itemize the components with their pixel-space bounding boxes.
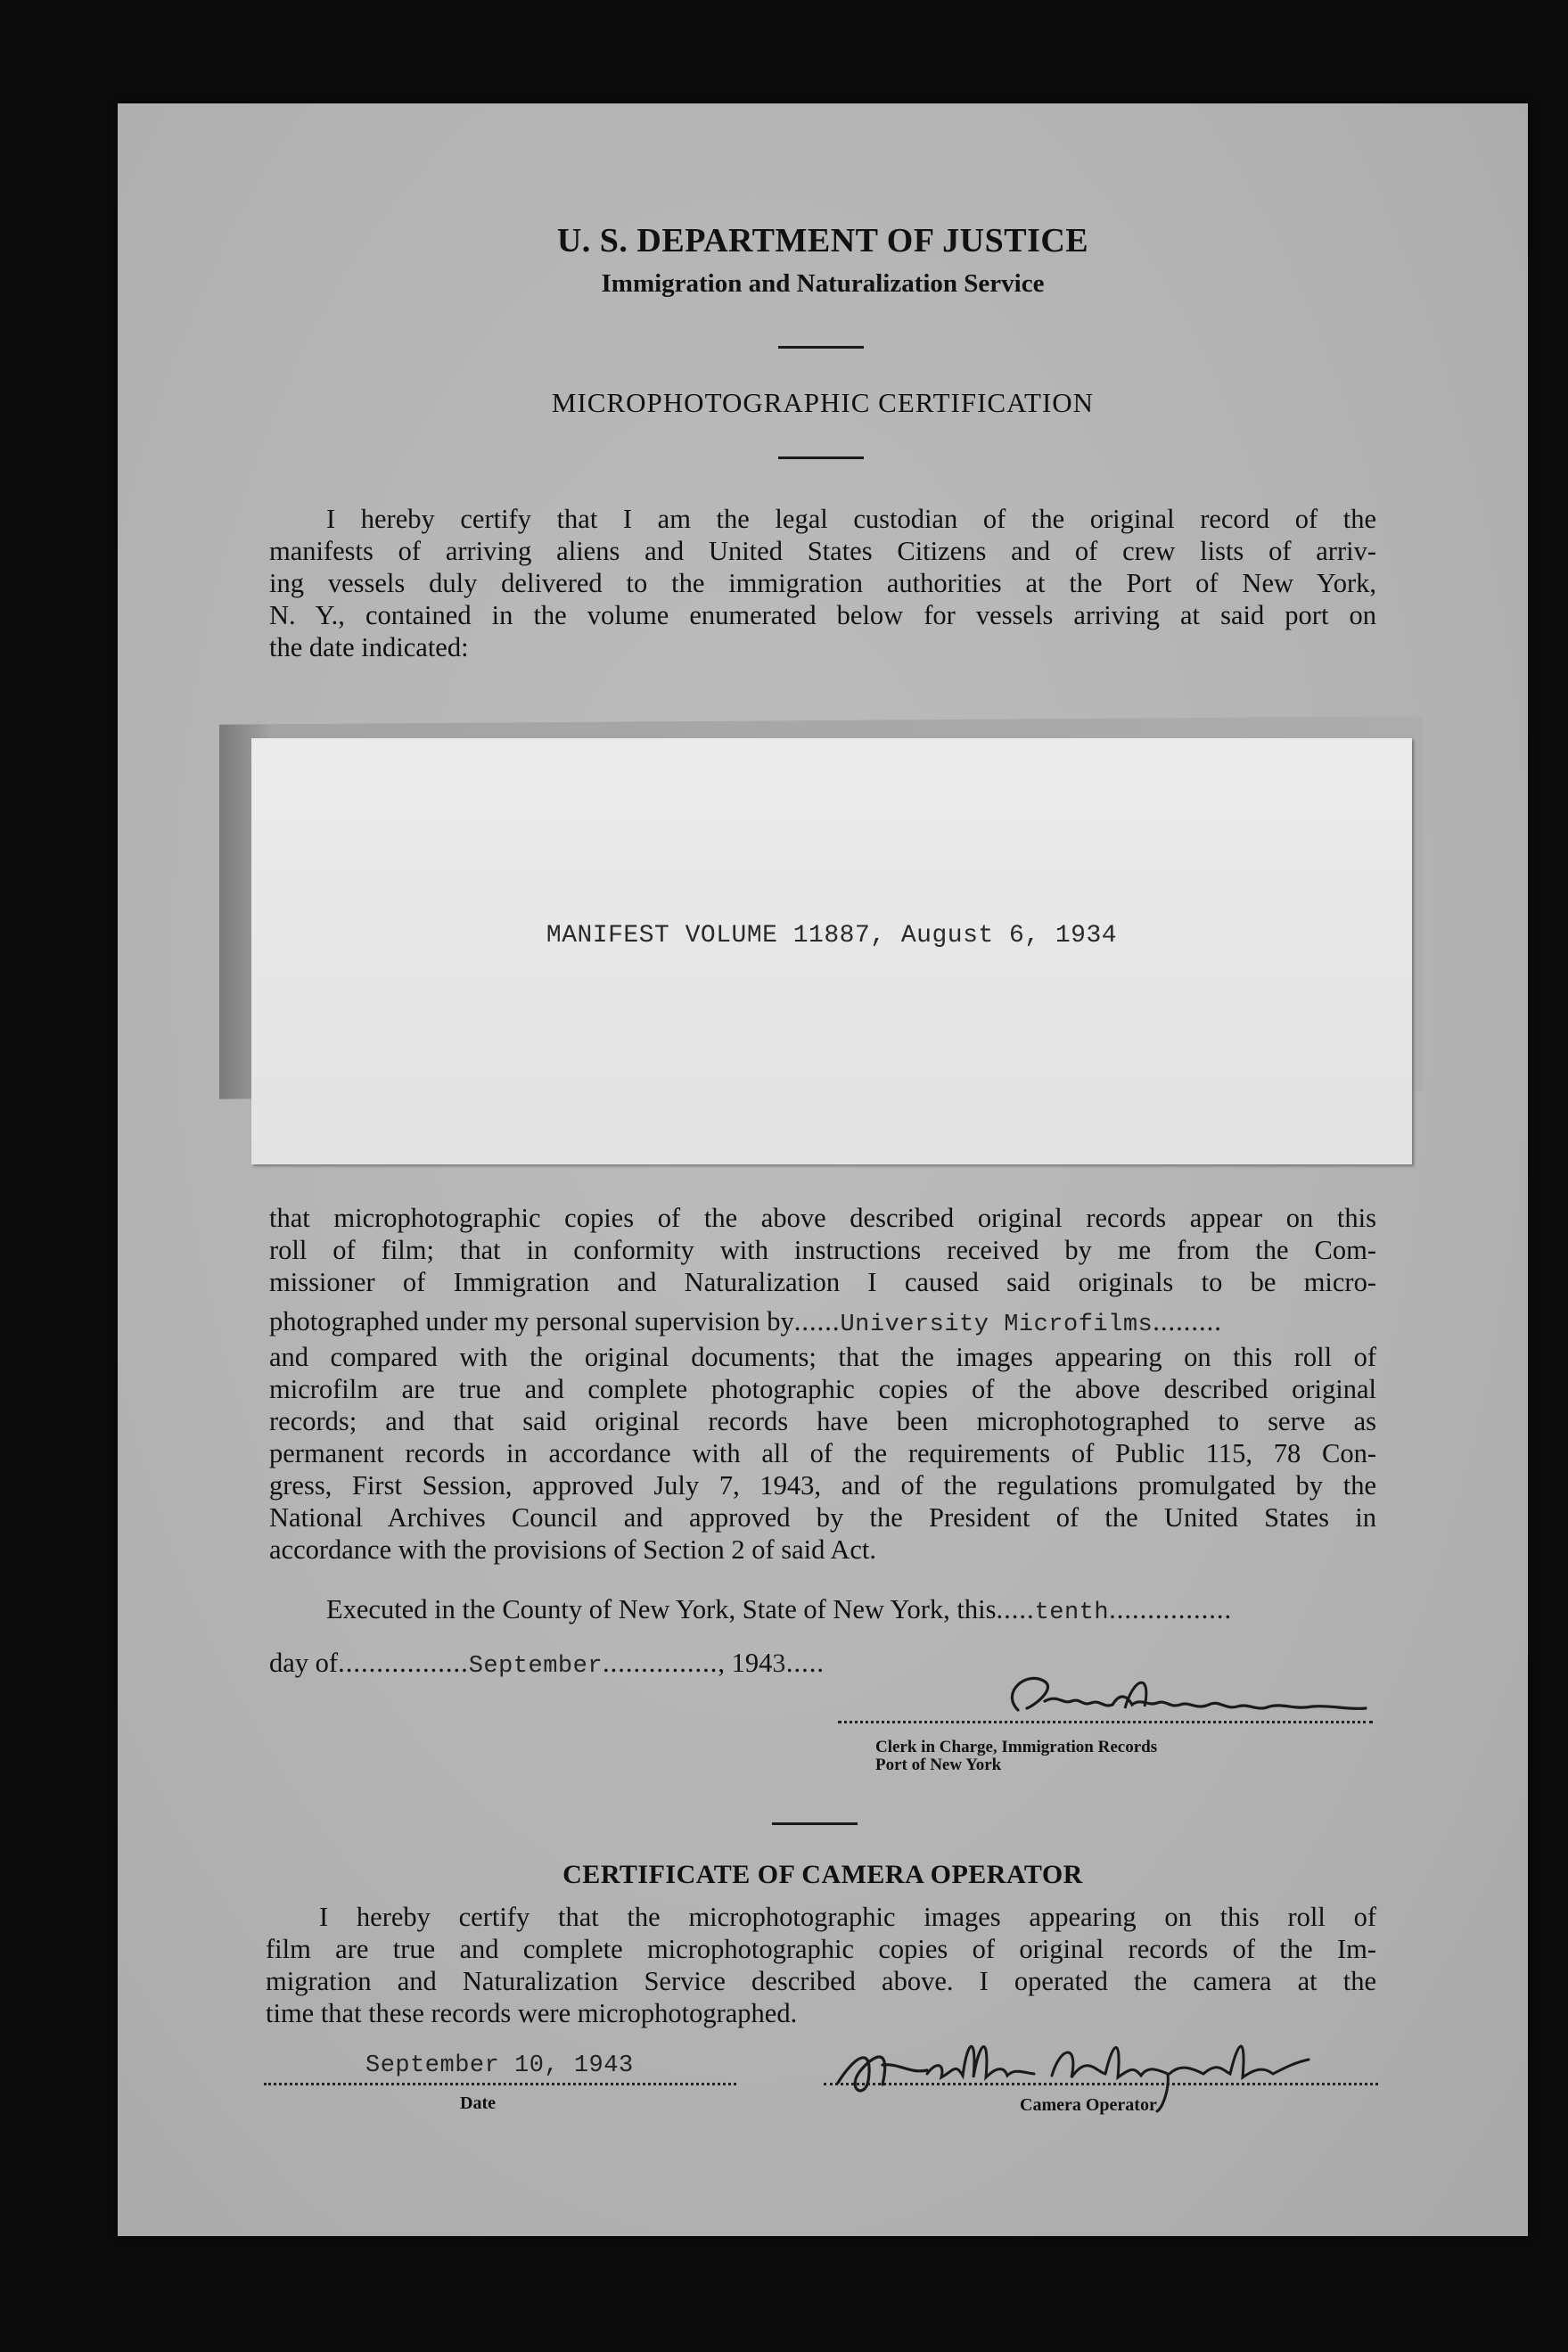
- camera-operator-label: Camera Operator: [1020, 2095, 1157, 2115]
- body-line: microfilm are true and complete photographic copies of the above described original: [269, 1374, 1376, 1404]
- supervision-value: University Microfilms: [840, 1312, 1153, 1338]
- intro-line: manifests of arriving aliens and United States Citizens and of crew lists of arriv-: [269, 536, 1376, 566]
- camera-line: film are true and complete microphotographic copies of original records of the Im-: [266, 1934, 1376, 1964]
- clerk-title-line: Port of New York: [875, 1756, 1002, 1774]
- intro-line: ing vessels duly delivered to the immigration authorities at the Port of New York,: [269, 568, 1376, 598]
- dotted-leader: ...............: [603, 1648, 718, 1678]
- camera-line: I hereby certify that the microphotographic images appearing on this roll of: [319, 1902, 1376, 1932]
- date-label: Date: [460, 2093, 496, 2113]
- certification-title: MICROPHOTOGRAPHIC CERTIFICATION: [551, 387, 1095, 418]
- day-of-label: day of: [269, 1648, 339, 1678]
- dotted-leader: .........: [1153, 1306, 1222, 1336]
- divider-bottom: [778, 456, 864, 459]
- dotted-leader: .................: [338, 1648, 469, 1678]
- intro-paragraph: [269, 503, 1376, 663]
- certificate-sheet: [118, 103, 1528, 2236]
- dotted-leader: .....: [996, 1594, 1035, 1624]
- executed-month: September: [468, 1653, 603, 1680]
- service-subheading: Immigration and Naturalization Service: [601, 269, 1045, 298]
- department-heading: U. S. DEPARTMENT OF JUSTICE: [556, 222, 1089, 259]
- certification-body: [269, 1202, 1376, 1566]
- camera-operator-heading: CERTIFICATE OF CAMERA OPERATOR: [562, 1860, 1083, 1889]
- body-line: and compared with the original documents; that the images appearing on this roll of: [269, 1342, 1376, 1372]
- day-of-line: [269, 1648, 825, 1680]
- intro-line: the date indicated:: [269, 632, 469, 662]
- divider-top: [778, 346, 864, 349]
- camera-date-value: September 10, 1943: [365, 2052, 634, 2079]
- year-prefix: , 194: [718, 1648, 773, 1678]
- body-line: gress, First Session, approved July 7, 1943, and of the regulations promulgated by the: [269, 1470, 1376, 1501]
- body-line: permanent records in accordance with all of the requirements of Public 115, 78 Con-: [269, 1438, 1376, 1468]
- dotted-leader: .....: [785, 1648, 825, 1678]
- body-line: records; and that said original records have been microphotographed to serve as: [269, 1406, 1376, 1436]
- supervision-prefix: photographed under my personal supervision by: [269, 1306, 794, 1336]
- executed-prefix: Executed in the County of New York, State of New York, this: [326, 1594, 997, 1624]
- camera-line: time that these records were microphotographed.: [266, 1998, 798, 2028]
- intro-line: I hereby certify that I am the legal custodian of the original record of the: [326, 504, 1376, 534]
- manifest-volume-text: MANIFEST VOLUME 11887, August 6, 1934: [546, 922, 1118, 950]
- dotted-leader: ................: [1109, 1594, 1233, 1624]
- body-line: roll of film; that in conformity with instructions received by me from the Com-: [269, 1235, 1376, 1265]
- supervision-line: [269, 1305, 1376, 1341]
- dotted-leader: ......: [793, 1306, 841, 1336]
- camera-line: migration and Naturalization Service described above. I operated the camera at the: [266, 1966, 1376, 1996]
- clerk-signature: [991, 1665, 1375, 1737]
- camera-operator-paragraph: [266, 1901, 1376, 2029]
- body-line: missioner of Immigration and Naturalization I caused said originals to be micro-: [269, 1267, 1376, 1297]
- executed-day: tenth: [1034, 1600, 1110, 1626]
- clerk-title-line: Clerk in Charge, Immigration Records: [875, 1738, 1158, 1756]
- year-digit: 3: [772, 1649, 786, 1678]
- body-line: that microphotographic copies of the above described original records appear on this: [269, 1203, 1376, 1233]
- executed-line: [326, 1594, 1232, 1626]
- body-line: National Archives Council and approved by the President of the United States in: [269, 1502, 1376, 1533]
- manifest-volume-card: [251, 738, 1412, 1164]
- clerk-title: [875, 1739, 1157, 1774]
- body-line: accordance with the provisions of Section 2 of said Act.: [269, 1534, 876, 1565]
- intro-line: N. Y., contained in the volume enumerated below for vessels arriving at said port on: [269, 600, 1376, 630]
- divider-camera: [772, 1822, 858, 1825]
